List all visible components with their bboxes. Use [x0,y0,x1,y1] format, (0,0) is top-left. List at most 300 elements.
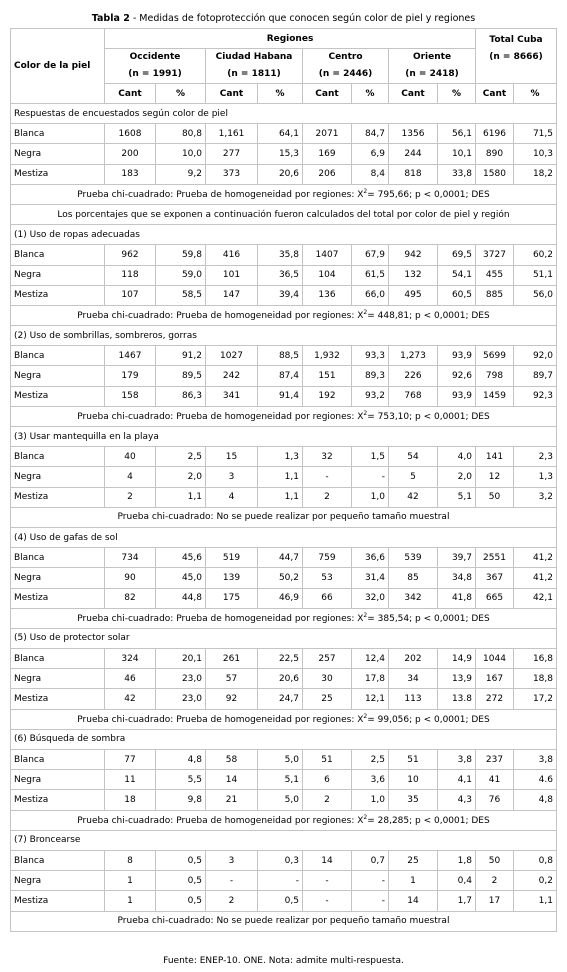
table-row [11,265,557,285]
pct-cell: 2,5 [352,750,389,770]
section-row [11,527,557,547]
cant-cell: 6 [303,770,352,790]
pct-cell: 84,7 [352,124,389,144]
chi-square-note [11,305,557,325]
region-n: (n = 1811) [227,69,281,79]
pct-cell: 1,1 [258,487,303,507]
cant-cell: 85 [389,568,438,588]
pct-cell: 33,8 [438,164,476,184]
chi-square-note [11,406,557,426]
pct-cell: 0,2 [514,871,557,891]
cant-cell: 50 [476,487,514,507]
row-label: Negra [11,366,105,386]
cant-cell: 1459 [476,386,514,406]
cant-cell: 202 [389,649,438,669]
cant-cell: 367 [476,568,514,588]
chi-square-prefix: Prueba chi-cuadrado: Prueba de homogeneidad por regiones: X [77,190,364,201]
table-row [11,245,557,265]
cant-cell: 76 [476,790,514,810]
cant-cell: 1,932 [303,346,352,366]
cant-cell: 118 [105,265,156,285]
cant-cell: 132 [389,265,438,285]
pct-cell: 10,3 [514,144,557,164]
row-label: Blanca [11,750,105,770]
total-cant-header: Cant [476,84,514,104]
pct-cell: 23,0 [156,669,206,689]
pct-cell: 15,3 [258,144,303,164]
cant-cell: 46 [105,669,156,689]
region-header-ciudad-habana [206,49,303,84]
cant-cell: 1356 [389,124,438,144]
region-n: (n = 1991) [128,69,182,79]
cant-cell: 2551 [476,548,514,568]
cant-cell: 53 [303,568,352,588]
pct-cell: 54,1 [438,265,476,285]
superscript-two: 2 [363,612,368,620]
cant-cell: 2 [105,487,156,507]
pct-cell: 14,9 [438,649,476,669]
pct-header: % [258,84,303,104]
table-row [11,386,557,406]
cant-cell: 25 [389,850,438,870]
chi-square-result: = 795,66; p < 0,0001; DES [367,190,490,201]
cant-cell: 12 [476,467,514,487]
pct-cell: 18,8 [514,669,557,689]
cant-cell: 890 [476,144,514,164]
chi-square-prefix: Prueba chi-cuadrado: Prueba de homogeneidad por regiones: X [77,614,364,625]
cant-cell: 242 [206,366,258,386]
pct-cell: 12,4 [352,649,389,669]
section-row [11,225,557,245]
cant-cell: 42 [105,689,156,709]
cant-cell: 5 [389,467,438,487]
row-label: Blanca [11,850,105,870]
cant-cell: 341 [206,386,258,406]
table-row [11,850,557,870]
cant-cell: 101 [206,265,258,285]
cant-cell: 151 [303,366,352,386]
cant-cell: 4 [206,487,258,507]
cant-header: Cant [206,84,258,104]
row-label: Mestiza [11,386,105,406]
section-title: (2) Uso de sombrillas, sombreros, gorras [11,326,557,346]
pct-cell: 42,1 [514,588,557,608]
pct-cell: 5,0 [258,750,303,770]
pct-cell: 91,2 [156,346,206,366]
pct-cell: 5,0 [258,790,303,810]
cant-cell: 104 [303,265,352,285]
pct-cell: 86,3 [156,386,206,406]
cant-cell: 519 [206,548,258,568]
cant-cell: 3 [206,850,258,870]
cant-cell: 50 [476,850,514,870]
section-title: (1) Uso de ropas adecuadas [11,225,557,245]
cant-cell: 257 [303,649,352,669]
color-piel-header: Color de la piel [11,29,105,104]
row-label: Negra [11,871,105,891]
cant-cell: 1044 [476,649,514,669]
chi-square-note [11,184,557,204]
pct-cell: 1,0 [352,487,389,507]
cant-cell: 41 [476,770,514,790]
row-label: Mestiza [11,891,105,911]
table-row [11,750,557,770]
pct-cell: 1,3 [514,467,557,487]
table-row [11,871,557,891]
cant-cell: - [303,891,352,911]
cant-cell: 82 [105,588,156,608]
pct-cell: 89,7 [514,366,557,386]
row-label: Blanca [11,245,105,265]
pct-cell: 41,2 [514,568,557,588]
pct-cell: 59,8 [156,245,206,265]
row-label: Mestiza [11,285,105,305]
cant-cell: 818 [389,164,438,184]
pct-cell: 13.8 [438,689,476,709]
row-label: Negra [11,265,105,285]
pct-cell: 92,0 [514,346,557,366]
cant-cell: 30 [303,669,352,689]
pct-cell: 3,6 [352,770,389,790]
chi-square-result: = 28,285; p < 0,0001; DES [367,816,490,827]
cant-cell: 4 [105,467,156,487]
pct-cell: - [352,467,389,487]
section-title: Respuestas de encuestados según color de piel [11,104,557,124]
pct-cell: 0,7 [352,850,389,870]
cant-cell: 58 [206,750,258,770]
pct-cell: 92,6 [438,366,476,386]
pct-cell: 46,9 [258,588,303,608]
cant-cell: 169 [303,144,352,164]
pct-cell: 24,7 [258,689,303,709]
cant-header: Cant [389,84,438,104]
caption-label: Tabla 2 [91,13,130,24]
pct-cell: 35,8 [258,245,303,265]
row-label: Blanca [11,548,105,568]
section-row [11,729,557,749]
cant-cell: 3 [206,467,258,487]
row-label: Negra [11,467,105,487]
pct-cell: 3,8 [514,750,557,770]
row-label: Negra [11,669,105,689]
source-note: Fuente: ENEP-10. ONE. Nota: admite multi-respuesta. [163,956,404,966]
pct-header: % [156,84,206,104]
pct-cell: 1,1 [156,487,206,507]
pct-cell: 5,1 [258,770,303,790]
pct-cell: 20,6 [258,669,303,689]
table-row [11,164,557,184]
pct-cell: 0,5 [156,891,206,911]
cant-cell: 2 [303,487,352,507]
cant-cell: 8 [105,850,156,870]
cant-header: Cant [303,84,352,104]
cant-cell: 2 [303,790,352,810]
pct-cell: 88,5 [258,346,303,366]
cant-cell: 139 [206,568,258,588]
pct-cell: 12,1 [352,689,389,709]
row-label: Mestiza [11,164,105,184]
cant-cell: 6196 [476,124,514,144]
chi-square-row [11,810,557,830]
cant-cell: 113 [389,689,438,709]
region-header-centro [303,49,389,84]
table-row [11,144,557,164]
table-row [11,467,557,487]
pct-cell: 0,8 [514,850,557,870]
row-label: Mestiza [11,790,105,810]
cant-cell: 10 [389,770,438,790]
cant-cell: - [206,871,258,891]
region-header-oriente [389,49,476,84]
chi-square-result: = 385,54; p < 0,0001; DES [367,614,490,625]
section-row [11,628,557,648]
pct-cell: 39,7 [438,548,476,568]
row-label: Negra [11,770,105,790]
section-title: (3) Usar mantequilla en la playa [11,427,557,447]
cant-cell: 2 [476,871,514,891]
cant-cell: 272 [476,689,514,709]
pct-cell: 16,8 [514,649,557,669]
pct-cell: 4,8 [156,750,206,770]
cant-cell: 342 [389,588,438,608]
pct-cell: 80,8 [156,124,206,144]
table-row [11,285,557,305]
pct-cell: 56,0 [514,285,557,305]
note-text: Los porcentajes que se exponen a continuación fueron calculados del total por color de piel y región [11,204,557,224]
region-name: Ciudad Habana [215,52,293,62]
pct-cell: 1,7 [438,891,476,911]
cant-cell: 18 [105,790,156,810]
pct-cell: 36,6 [352,548,389,568]
pct-cell: 89,3 [352,366,389,386]
cant-cell: 539 [389,548,438,568]
superscript-two: 2 [363,309,368,317]
cant-cell: 51 [303,750,352,770]
pct-cell: 59,0 [156,265,206,285]
cant-cell: 167 [476,669,514,689]
total-pct-header: % [514,84,557,104]
pct-cell: 2,5 [156,447,206,467]
row-label: Negra [11,568,105,588]
pct-cell: 1,5 [352,447,389,467]
chi-square-prefix: Prueba chi-cuadrado: Prueba de homogeneidad por regiones: X [77,715,364,726]
pct-cell: 0,5 [156,850,206,870]
cant-cell: 15 [206,447,258,467]
cant-cell: 158 [105,386,156,406]
cant-cell: 798 [476,366,514,386]
superscript-two: 2 [363,188,368,196]
cant-cell: 244 [389,144,438,164]
cant-cell: 1 [105,871,156,891]
cant-cell: 237 [476,750,514,770]
cant-cell: 42 [389,487,438,507]
chi-square-note [11,709,557,729]
section-row [11,427,557,447]
pct-cell: 3,8 [438,750,476,770]
pct-cell: 8,4 [352,164,389,184]
cant-cell: 1,273 [389,346,438,366]
superscript-two: 2 [363,713,368,721]
cant-cell: 416 [206,245,258,265]
section-row [11,830,557,850]
pct-cell: 93,9 [438,386,476,406]
pct-cell: 34,8 [438,568,476,588]
section-title: (6) Búsqueda de sombra [11,729,557,749]
cant-cell: 734 [105,548,156,568]
chi-square-prefix: Prueba chi-cuadrado: Prueba de homogeneidad por regiones: X [77,412,364,423]
pct-cell: 10,1 [438,144,476,164]
chi-square-prefix: Prueba chi-cuadrado: Prueba de homogeneidad por regiones: X [77,311,364,322]
regiones-header: Regiones [105,29,476,49]
pct-cell: 64,1 [258,124,303,144]
cant-cell: 942 [389,245,438,265]
table-row [11,487,557,507]
pct-cell: 1,0 [352,790,389,810]
cant-cell: 35 [389,790,438,810]
region-name: Centro [328,52,363,62]
table-row [11,649,557,669]
region-n: (n = 2418) [405,69,459,79]
pct-cell: 1,1 [514,891,557,911]
cant-cell: 40 [105,447,156,467]
pct-cell: 0,5 [156,871,206,891]
table-row [11,790,557,810]
pct-cell: - [352,891,389,911]
chi-square-note [11,810,557,830]
pct-cell: 58,5 [156,285,206,305]
cant-cell: 54 [389,447,438,467]
region-name: Occidente [129,52,181,62]
pct-cell: 1,1 [258,467,303,487]
superscript-two: 2 [363,410,368,418]
pct-cell: 20,1 [156,649,206,669]
pct-cell: 93,2 [352,386,389,406]
region-header-occidente [105,49,206,84]
pct-cell: - [352,871,389,891]
pct-cell: 36,5 [258,265,303,285]
chi-square-row [11,406,557,426]
row-label: Mestiza [11,588,105,608]
table-row [11,366,557,386]
pct-cell: 87,4 [258,366,303,386]
cant-cell: 2 [206,891,258,911]
cant-cell: 5699 [476,346,514,366]
data-table [10,28,557,932]
pct-cell: 17,2 [514,689,557,709]
section-title: (4) Uso de gafas de sol [11,527,557,547]
chi-square-result: = 753,10; p < 0,0001; DES [367,412,490,423]
total-label: Total Cuba [489,35,543,45]
chi-square-row [11,709,557,729]
cant-cell: 179 [105,366,156,386]
cant-cell: 768 [389,386,438,406]
pct-cell: 39,4 [258,285,303,305]
pct-cell: 50,2 [258,568,303,588]
pct-header: % [352,84,389,104]
table-row [11,548,557,568]
cant-cell: 90 [105,568,156,588]
cant-cell: 261 [206,649,258,669]
pct-cell: 61,5 [352,265,389,285]
table-row [11,689,557,709]
pct-cell: 71,5 [514,124,557,144]
chi-square-row [11,305,557,325]
table-row [11,770,557,790]
pct-cell: 5,5 [156,770,206,790]
cant-cell: 373 [206,164,258,184]
pct-cell: 9,2 [156,164,206,184]
region-name: Oriente [412,52,452,62]
note-row [11,911,557,931]
row-label: Negra [11,144,105,164]
row-label: Mestiza [11,689,105,709]
table-row [11,588,557,608]
note-text: Prueba chi-cuadrado: No se puede realizar por pequeño tamaño muestral [11,507,557,527]
table-row [11,447,557,467]
pct-cell: 2,0 [156,467,206,487]
cant-cell: 14 [303,850,352,870]
pct-cell: 18,2 [514,164,557,184]
cant-cell: 32 [303,447,352,467]
cant-cell: 962 [105,245,156,265]
section-title: (5) Uso de protector solar [11,628,557,648]
cant-cell: 175 [206,588,258,608]
pct-cell: 23,0 [156,689,206,709]
pct-cell: 45,6 [156,548,206,568]
pct-header: % [438,84,476,104]
note-row [11,204,557,224]
pct-cell: 22,5 [258,649,303,669]
cant-cell: 1407 [303,245,352,265]
pct-cell: 0,4 [438,871,476,891]
pct-cell: 31,4 [352,568,389,588]
chi-square-row [11,608,557,628]
section-title: (7) Broncearse [11,830,557,850]
pct-cell: 0,3 [258,850,303,870]
cant-cell: 34 [389,669,438,689]
cant-cell: 51 [389,750,438,770]
pct-cell: 3,2 [514,487,557,507]
cant-cell: 57 [206,669,258,689]
cant-cell: - [303,467,352,487]
pct-cell: 67,9 [352,245,389,265]
cant-cell: 14 [389,891,438,911]
cant-cell: 1 [389,871,438,891]
cant-cell: 183 [105,164,156,184]
cant-cell: 1580 [476,164,514,184]
caption-text: - Medidas de fotoprotección que conocen según color de piel y regiones [129,13,476,24]
pct-cell: 4.6 [514,770,557,790]
pct-cell: 89,5 [156,366,206,386]
pct-cell: 51,1 [514,265,557,285]
pct-cell: 44,8 [156,588,206,608]
pct-cell: 44,7 [258,548,303,568]
table-row [11,124,557,144]
pct-cell: 91,4 [258,386,303,406]
total-header [476,29,557,84]
cant-cell: 324 [105,649,156,669]
chi-square-row [11,184,557,204]
cant-cell: 495 [389,285,438,305]
chi-square-prefix: Prueba chi-cuadrado: Prueba de homogeneidad por regiones: X [77,816,364,827]
cant-cell: 277 [206,144,258,164]
pct-cell: 66,0 [352,285,389,305]
region-n: (n = 2446) [318,69,373,79]
table-row [11,891,557,911]
section-row [11,104,557,124]
pct-cell: 1,8 [438,850,476,870]
cant-cell: 147 [206,285,258,305]
